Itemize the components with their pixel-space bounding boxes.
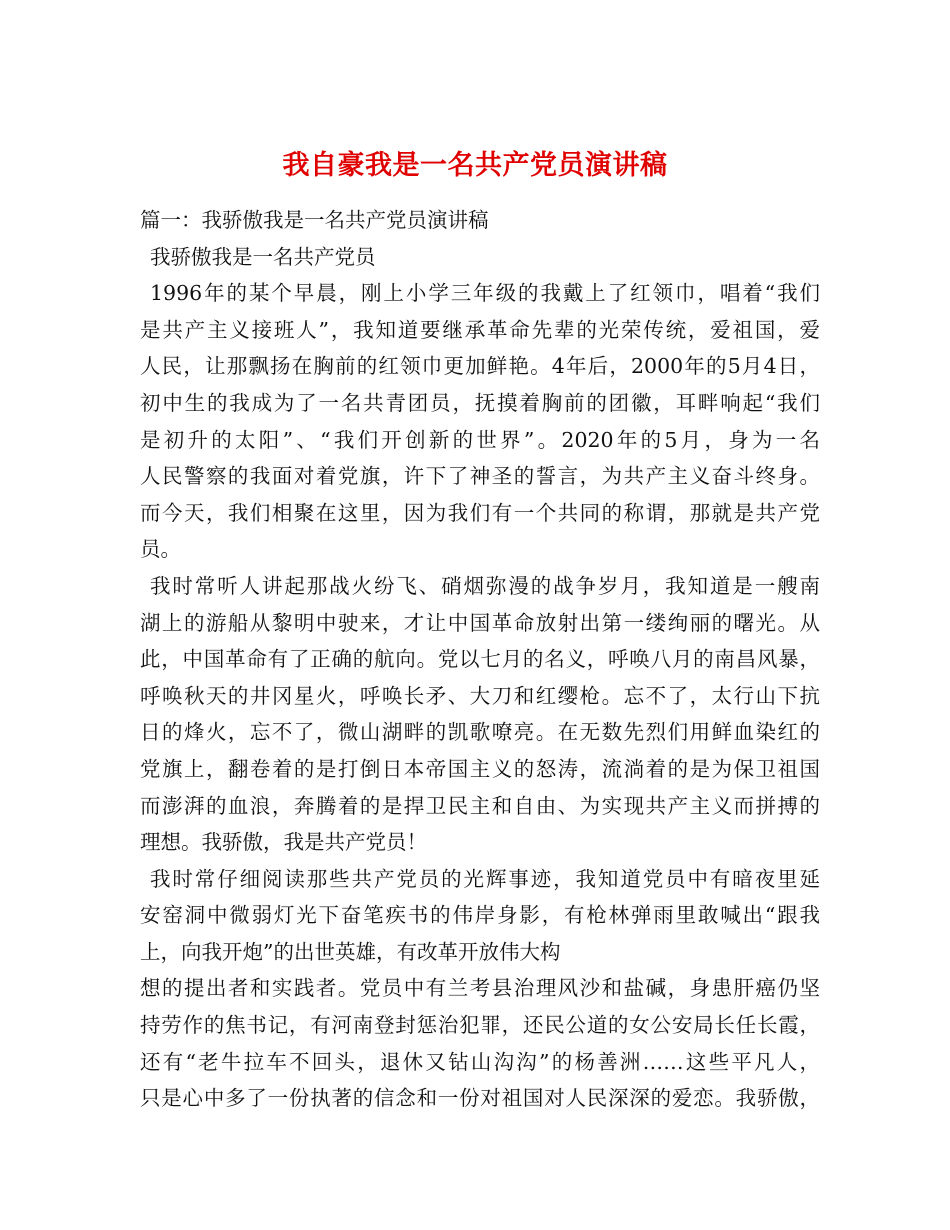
text-line: 人民，让那飘扬在胸前的红领巾更加鲜艳。4年后，2000年的5月4日， xyxy=(140,354,820,379)
text-line: 想的提出者和实践者。党员中有兰考县治理风沙和盐碱，身患肝癌仍坚 xyxy=(140,976,820,1001)
text-line: 此，中国革命有了正确的航向。党以七月的名义，呼唤八月的南昌风暴， xyxy=(140,647,820,672)
text-line: 持劳作的焦书记，有河南登封惩治犯罪，还民公道的女公安局长任长霞， xyxy=(140,1013,820,1038)
text-line: 1996年的某个早晨，刚上小学三年级的我戴上了红领巾，唱着“我们 xyxy=(150,281,820,306)
text-line: 安窑洞中微弱灯光下奋笔疾书的伟岸身影，有枪林弹雨里敢喊出“跟我 xyxy=(140,903,820,928)
text-line: 湖上的游船从黎明中驶来，才让中国革命放射出第一缕绚丽的曙光。从 xyxy=(140,610,820,635)
text-line: 是共产主义接班人”，我知道要继承革命先辈的光荣传统，爱祖国，爱 xyxy=(140,317,820,342)
text-line: 呼唤秋天的井冈星火，呼唤长矛、大刀和红缨枪。忘不了，太行山下抗 xyxy=(140,683,820,708)
text-line: 只是心中多了一份执著的信念和一份对祖国对人民深深的爱恋。我骄傲， xyxy=(140,1086,820,1111)
text-line: 理想。我骄傲，我是共产党员！ xyxy=(140,830,427,855)
text-line: 是初升的太阳”、“我们开创新的世界”。2020年的5月，身为一名 xyxy=(140,427,820,452)
text-line: 而澎湃的血浪，奔腾着的是捍卫民主和自由、为实现共产主义而拼搏的 xyxy=(140,793,820,818)
text-line: 我时常仔细阅读那些共产党员的光辉事迹，我知道党员中有暗夜里延 xyxy=(150,866,820,891)
document-body xyxy=(140,202,820,1117)
text-line: 篇一：我骄傲我是一名共产党员演讲稿 xyxy=(140,208,489,232)
text-line: 而今天，我们相聚在这里，因为我们有一个共同的称谓，那就是共产党 xyxy=(140,500,820,525)
text-line: 还有“老牛拉车不回头，退休又钻山沟沟”的杨善洲……这些平凡人， xyxy=(140,1049,820,1074)
document-title: 我自豪我是一名共产党员演讲稿 xyxy=(282,150,668,182)
text-line: 初中生的我成为了一名共青团员，抚摸着胸前的团徽，耳畔响起“我们 xyxy=(140,390,820,415)
text-line: 我时常听人讲起那战火纷飞、硝烟弥漫的战争岁月，我知道是一艘南 xyxy=(150,573,820,598)
text-line: 员。 xyxy=(140,537,181,562)
text-line: 上，向我开炮”的出世英雄，有改革开放伟大构 xyxy=(140,939,561,964)
text-line: 我骄傲我是一名共产党员 xyxy=(150,244,376,269)
text-line: 党旗上，翻卷着的是打倒日本帝国主义的怒涛，流淌着的是为保卫祖国 xyxy=(140,756,820,781)
text-line: 日的烽火，忘不了，微山湖畔的凯歌嘹亮。在无数先烈们用鲜血染红的 xyxy=(140,720,820,745)
text-line: 人民警察的我面对着党旗，许下了神圣的誓言，为共产主义奋斗终身。 xyxy=(140,464,820,489)
